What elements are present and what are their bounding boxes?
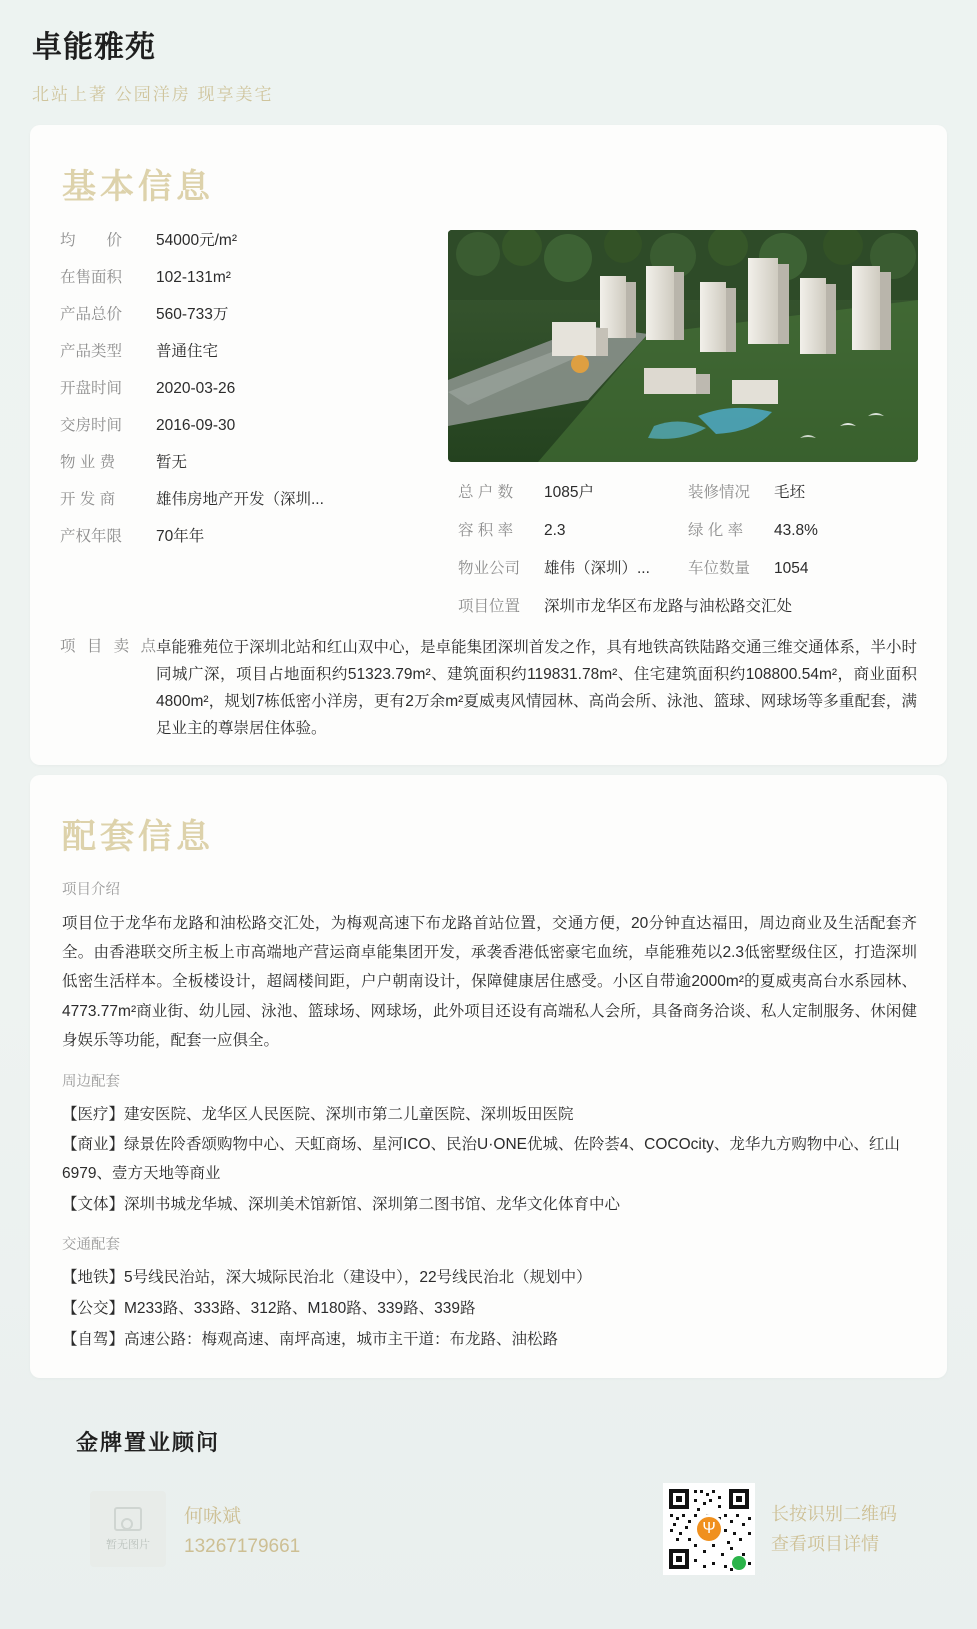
field-label: 产品总价 <box>60 306 123 323</box>
field-value: 普通住宅 <box>156 343 219 360</box>
field-plot-ratio <box>458 518 688 540</box>
field-property-fee <box>60 450 440 472</box>
field-green-ratio <box>688 518 918 540</box>
qr-caption <box>771 1499 897 1560</box>
field-value: 102-131m² <box>156 269 231 286</box>
consultant-section <box>30 1400 947 1609</box>
field-label: 物 业 费 <box>60 454 116 471</box>
field-label: 产品类型 <box>60 343 123 360</box>
project-aerial-image <box>448 230 918 462</box>
field-value: 毛坯 <box>774 484 806 501</box>
field-value: 2020-03-26 <box>156 380 236 397</box>
project-sellpoint <box>60 634 917 743</box>
supporting-info-section-title: 配套信息 <box>62 817 214 856</box>
field-value: 54000元/m² <box>156 232 237 249</box>
image-placeholder-icon <box>114 1507 142 1531</box>
qr-caption-line1: 长按识别二维码 <box>771 1503 897 1524</box>
field-label: 物业公司 <box>458 560 521 577</box>
sellpoint-text: 卓能雅苑位于深圳北站和红山双中心，是卓能集团深圳首发之作，具有地铁高铁陆路交通三维交通体系，半小时同城广深，项目占地面积约51323.79m²、建筑面积约119831.78m²、住宅建筑面积约108800.54m²，商业面积4800m²，规划7栋低密小洋房，更有2万余m²夏威夷风情园林、高尚会所、泳池、篮球、网球场等多重配套，满足业主的尊崇居住体验。 <box>156 639 917 738</box>
field-value: 雄伟房地产开发（深圳... <box>156 491 324 508</box>
field-value: 深圳市龙华区布龙路与油松路交汇处 <box>544 598 793 615</box>
field-ownership-years <box>60 524 440 546</box>
field-parking-count <box>688 556 918 578</box>
supporting-info-card <box>30 775 947 1379</box>
traffic-metro: 【地铁】5号线民治站，深大城际民治北（建设中），22号线民治北（规划中） <box>62 1269 592 1287</box>
around-facilities-medical: 【医疗】建安医院、龙华区人民医院、深圳市第二儿童医院、深圳坂田医院 <box>62 1105 574 1123</box>
field-project-location <box>458 594 918 616</box>
page-header <box>0 0 977 115</box>
consultant-card[interactable] <box>90 1491 300 1567</box>
page-title: 卓能雅苑 <box>32 31 156 64</box>
field-label: 绿 化 率 <box>688 522 744 539</box>
field-label: 项目位置 <box>458 598 521 615</box>
field-label: 装修情况 <box>688 484 751 501</box>
field-sale-area <box>60 265 440 287</box>
field-value: 1054 <box>774 560 809 577</box>
basic-info-left-fields <box>60 228 440 561</box>
field-label: 交房时间 <box>60 417 123 434</box>
around-facilities-commercial: 【商业】绿景佐阾香颂购物中心、天虹商场、星河ICO、民治U·ONE优城、佐阾荟4、COCOcity、龙华九方购物中心、红山6979、壹方天地等商业 <box>62 1136 900 1183</box>
field-value: 雄伟（深圳）... <box>544 560 650 577</box>
field-open-date <box>60 376 440 398</box>
project-intro-label: 项目介绍 <box>62 881 120 898</box>
field-value: 560-733万 <box>156 306 229 323</box>
field-label: 开 发 商 <box>60 491 116 508</box>
consultant-avatar-placeholder <box>90 1491 166 1567</box>
field-delivery-date <box>60 413 440 435</box>
field-label: 开盘时间 <box>60 380 123 397</box>
project-intro-text: 项目位于龙华布龙路和油松路交汇处，为梅观高速下布龙路首站位置，交通方便，20分钟直达福田，周边商业及生活配套齐全。由香港联交所主板上市高端地产营运商卓能集团开发，承袭香港低密豪宅血统，卓能雅苑以2.3低密墅级住区，打造深圳低密生活样本。全板楼设计，超阔楼间距，户户朝南设计，保障健康居住感受。小区自带逾2000m²的夏威夷高台水系园林、4773.77m²商业街、幼儿园、泳池、篮球场、网球场，此外项目还设有高端私人会所，具备商务洽谈、私人定制服务、休闲健身娱乐等功能，配套一应俱全。 <box>62 914 917 1050</box>
around-facilities-culture: 【文体】深圳书城龙华城、深圳美术馆新馆、深圳第二图书馆、龙华文化体育中心 <box>62 1195 621 1213</box>
traffic-facilities-label: 交通配套 <box>62 1237 120 1254</box>
field-total-price <box>60 302 440 324</box>
field-value: 2.3 <box>544 522 566 539</box>
field-product-type <box>60 339 440 361</box>
basic-info-card <box>30 125 947 765</box>
field-average-price <box>60 228 440 250</box>
consultant-name: 何咏斌 <box>184 1505 242 1527</box>
avatar-placeholder-text: 暂无图片 <box>106 1538 150 1551</box>
field-label: 在售面积 <box>60 269 123 286</box>
field-decoration-status <box>688 480 918 502</box>
field-value: 43.8% <box>774 522 818 539</box>
consultant-section-title: 金牌置业顾问 <box>76 1430 221 1456</box>
around-facilities-label: 周边配套 <box>62 1073 120 1090</box>
field-property-company <box>458 556 688 578</box>
traffic-driving: 【自驾】高速公路：梅观高速、南坪高速，城市主干道：布龙路、油松路 <box>62 1330 559 1348</box>
field-label: 产权年限 <box>60 528 123 545</box>
page-subtitle: 北站上著 公园洋房 现享美宅 <box>32 85 274 104</box>
basic-info-right-column <box>440 228 918 632</box>
field-value: 2016-09-30 <box>156 417 236 434</box>
qr-center-logo: Ψ <box>694 1514 724 1544</box>
field-value: 暂无 <box>156 454 188 471</box>
field-total-households <box>458 480 688 502</box>
consultant-info <box>184 1501 300 1558</box>
basic-info-section-title: 基本信息 <box>62 168 214 206</box>
field-label: 容 积 率 <box>458 522 514 539</box>
consultant-phone[interactable]: 13267179661 <box>184 1535 301 1557</box>
field-value: 1085户 <box>544 484 594 501</box>
traffic-bus: 【公交】M233路、333路、312路、M180路、339路、339路 <box>62 1300 476 1318</box>
field-developer <box>60 487 440 509</box>
qr-code-image[interactable] <box>663 1483 755 1575</box>
field-label: 均 价 <box>60 232 123 249</box>
basic-info-right-fields <box>448 480 918 632</box>
qr-block[interactable] <box>663 1483 897 1575</box>
sellpoint-label: 项目卖点 <box>60 638 156 655</box>
field-label: 车位数量 <box>688 560 751 577</box>
field-value: 70年年 <box>156 528 205 545</box>
qr-caption-line2: 查看项目详情 <box>771 1534 879 1555</box>
field-label: 总 户 数 <box>458 484 514 501</box>
